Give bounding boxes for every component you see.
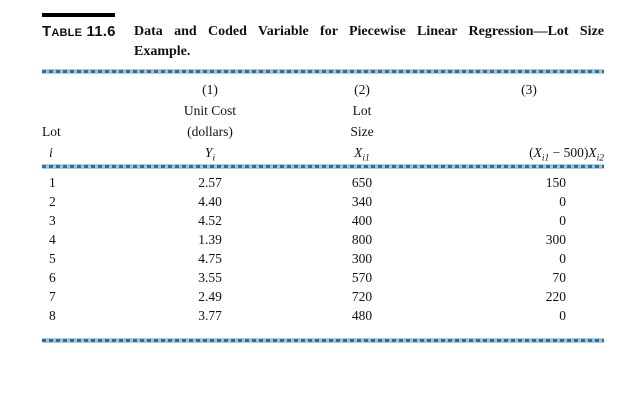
header-col-coded-variable [426,79,604,163]
table-row [42,192,604,211]
cell-lot: 8 [49,308,56,323]
header-col-unit-cost [122,79,298,163]
table-rule-under-header [42,164,604,169]
cell-coded: 0 [559,308,566,323]
table-caption [42,22,604,62]
header-coded-spacer2 [426,121,604,142]
cell-lot: 2 [49,194,56,209]
cell-coded: 0 [559,194,566,209]
table-number-label: Table 11.6 [42,23,116,40]
header-lot-size-label1: Lot [352,103,372,118]
table-title [134,22,604,62]
cell-unit-cost: 4.75 [198,251,222,266]
header-unit-cost-symbol: $Y_i$ [204,145,216,164]
cell-lot: 1 [49,175,56,190]
cell-coded: 150 [545,175,566,190]
header-lot-label: Lot [42,124,61,139]
table-header-row [42,79,604,163]
cell-unit-cost: 2.49 [198,289,222,304]
header-unit-cost-units: (dollars) [187,124,233,139]
cell-unit-cost: 3.77 [198,308,222,323]
cell-unit-cost: 4.40 [198,194,222,209]
cell-coded: 300 [545,232,566,247]
header-col-lot-size [298,79,426,163]
table-row [42,211,604,230]
table-row [42,306,604,325]
header-lot-symbol: i [49,145,53,160]
cell-unit-cost: 1.39 [198,232,222,247]
cell-lot-size: 300 [351,251,373,266]
cell-lot: 7 [49,289,56,304]
cell-lot-size: 800 [351,232,373,247]
table-row [42,268,604,287]
cell-lot-size: 650 [351,175,373,190]
cell-coded: 70 [552,270,566,285]
table-title-line2: Example. [134,44,191,59]
table-rule-bottom [42,338,604,343]
caption-accent-bar [42,13,115,17]
table-title-line1: Data and Coded Variable for Piecewise Linear Regression—Lot Size [134,24,604,39]
cell-unit-cost: 3.55 [198,270,222,285]
cell-lot: 3 [49,213,56,228]
cell-lot-size: 570 [351,270,373,285]
cell-lot-size: 400 [351,213,373,228]
header-unit-cost-number: (1) [202,82,218,97]
cell-lot: 5 [49,251,56,266]
header-coded-spacer1 [426,100,604,121]
header-unit-cost-label: Unit Cost [183,103,237,118]
cell-coded: 0 [559,213,566,228]
header-lot-size-label2: Size [350,124,374,139]
cell-lot-size: 480 [351,308,373,323]
cell-coded: 220 [545,289,566,304]
table-row [42,249,604,268]
cell-lot: 6 [49,270,56,285]
header-lot-size-symbol: $X_{i1}$ [354,145,370,164]
table-row [42,230,604,249]
cell-coded: 0 [559,251,566,266]
cell-lot-size: 340 [351,194,373,209]
header-coded-expression: $(X_{i1} - 500)X_{i2}$ [529,145,604,164]
header-coded-number: (3) [521,82,537,97]
header-lot-size-number: (2) [354,82,370,97]
cell-unit-cost: 2.57 [198,175,222,190]
table-row [42,173,604,192]
header-col-lot [42,79,122,163]
table-body [42,173,604,325]
cell-lot: 4 [49,232,56,247]
table-row [42,287,604,306]
cell-unit-cost: 4.52 [198,213,222,228]
cell-lot-size: 720 [351,289,373,304]
table-rule-top [42,69,604,74]
